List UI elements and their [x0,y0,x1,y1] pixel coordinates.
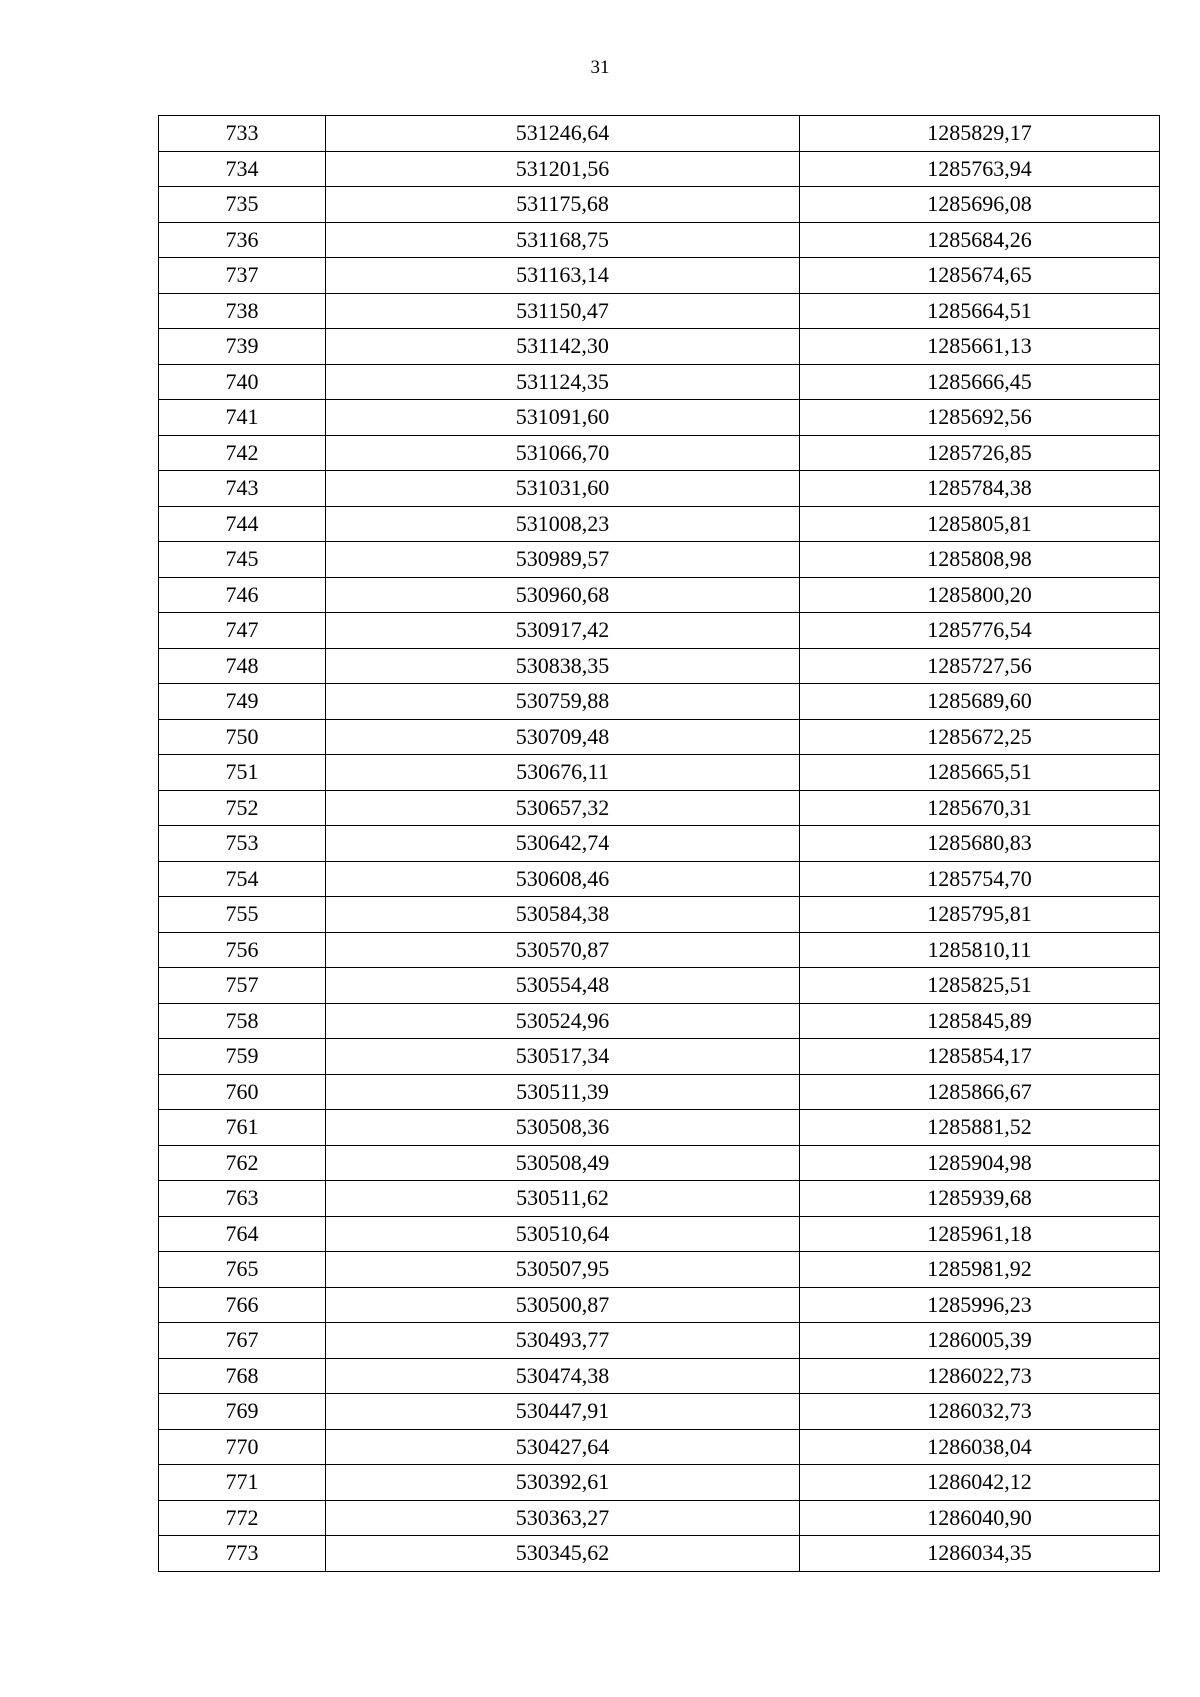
x-coordinate-cell: 530960,68 [326,577,800,613]
table-row [159,1039,1160,1075]
x-coordinate-cell: 530511,62 [326,1181,800,1217]
point-number-cell: 769 [159,1394,326,1430]
table-row [159,826,1160,862]
y-coordinate-cell: 1285866,67 [800,1074,1160,1110]
x-coordinate-cell: 530345,62 [326,1536,800,1572]
table-row [159,1287,1160,1323]
y-coordinate-cell: 1285672,25 [800,719,1160,755]
y-coordinate-cell: 1285904,98 [800,1145,1160,1181]
y-coordinate-cell: 1285684,26 [800,222,1160,258]
coordinates-table-body [159,116,1160,1572]
point-number-cell: 748 [159,648,326,684]
y-coordinate-cell: 1285808,98 [800,542,1160,578]
point-number-cell: 739 [159,329,326,365]
table-row [159,1216,1160,1252]
y-coordinate-cell: 1285692,56 [800,400,1160,436]
table-row [159,1003,1160,1039]
y-coordinate-cell: 1285939,68 [800,1181,1160,1217]
x-coordinate-cell: 530709,48 [326,719,800,755]
table-row [159,1500,1160,1536]
point-number-cell: 742 [159,435,326,471]
y-coordinate-cell: 1285763,94 [800,151,1160,187]
point-number-cell: 772 [159,1500,326,1536]
x-coordinate-cell: 530511,39 [326,1074,800,1110]
y-coordinate-cell: 1285670,31 [800,790,1160,826]
point-number-cell: 733 [159,116,326,152]
table-row [159,861,1160,897]
table-row [159,506,1160,542]
point-number-cell: 766 [159,1287,326,1323]
point-number-cell: 762 [159,1145,326,1181]
x-coordinate-cell: 530570,87 [326,932,800,968]
x-coordinate-cell: 531066,70 [326,435,800,471]
table-row [159,577,1160,613]
y-coordinate-cell: 1286034,35 [800,1536,1160,1572]
point-number-cell: 745 [159,542,326,578]
point-number-cell: 738 [159,293,326,329]
x-coordinate-cell: 530838,35 [326,648,800,684]
table-row [159,187,1160,223]
x-coordinate-cell: 531142,30 [326,329,800,365]
y-coordinate-cell: 1285664,51 [800,293,1160,329]
y-coordinate-cell: 1285674,65 [800,258,1160,294]
point-number-cell: 755 [159,897,326,933]
x-coordinate-cell: 530517,34 [326,1039,800,1075]
x-coordinate-cell: 530493,77 [326,1323,800,1359]
y-coordinate-cell: 1285727,56 [800,648,1160,684]
x-coordinate-cell: 530657,32 [326,790,800,826]
x-coordinate-cell: 530676,11 [326,755,800,791]
x-coordinate-cell: 530500,87 [326,1287,800,1323]
y-coordinate-cell: 1286042,12 [800,1465,1160,1501]
point-number-cell: 771 [159,1465,326,1501]
point-number-cell: 758 [159,1003,326,1039]
point-number-cell: 757 [159,968,326,1004]
point-number-cell: 759 [159,1039,326,1075]
table-row [159,1252,1160,1288]
x-coordinate-cell: 530642,74 [326,826,800,862]
x-coordinate-cell: 531150,47 [326,293,800,329]
page-number: 31 [590,57,610,78]
point-number-cell: 763 [159,1181,326,1217]
y-coordinate-cell: 1285665,51 [800,755,1160,791]
y-coordinate-cell: 1285845,89 [800,1003,1160,1039]
y-coordinate-cell: 1285881,52 [800,1110,1160,1146]
point-number-cell: 744 [159,506,326,542]
y-coordinate-cell: 1286022,73 [800,1358,1160,1394]
x-coordinate-cell: 531031,60 [326,471,800,507]
table-row [159,1323,1160,1359]
y-coordinate-cell: 1285805,81 [800,506,1160,542]
table-row [159,435,1160,471]
x-coordinate-cell: 530474,38 [326,1358,800,1394]
y-coordinate-cell: 1285981,92 [800,1252,1160,1288]
point-number-cell: 735 [159,187,326,223]
coordinates-table [158,115,1160,1572]
x-coordinate-cell: 530608,46 [326,861,800,897]
y-coordinate-cell: 1285825,51 [800,968,1160,1004]
table-row [159,1181,1160,1217]
point-number-cell: 767 [159,1323,326,1359]
x-coordinate-cell: 530507,95 [326,1252,800,1288]
point-number-cell: 734 [159,151,326,187]
table-row [159,932,1160,968]
x-coordinate-cell: 530917,42 [326,613,800,649]
table-row [159,755,1160,791]
x-coordinate-cell: 530554,48 [326,968,800,1004]
table-row [159,897,1160,933]
table-row [159,719,1160,755]
point-number-cell: 761 [159,1110,326,1146]
table-row [159,329,1160,365]
table-row [159,613,1160,649]
table-row [159,471,1160,507]
point-number-cell: 754 [159,861,326,897]
point-number-cell: 740 [159,364,326,400]
table-row [159,968,1160,1004]
y-coordinate-cell: 1286038,04 [800,1429,1160,1465]
point-number-cell: 764 [159,1216,326,1252]
table-row [159,293,1160,329]
point-number-cell: 743 [159,471,326,507]
y-coordinate-cell: 1285726,85 [800,435,1160,471]
point-number-cell: 756 [159,932,326,968]
table-row [159,400,1160,436]
y-coordinate-cell: 1285754,70 [800,861,1160,897]
x-coordinate-cell: 531201,56 [326,151,800,187]
y-coordinate-cell: 1285776,54 [800,613,1160,649]
y-coordinate-cell: 1285810,11 [800,932,1160,968]
x-coordinate-cell: 531246,64 [326,116,800,152]
point-number-cell: 760 [159,1074,326,1110]
table-row [159,684,1160,720]
y-coordinate-cell: 1285680,83 [800,826,1160,862]
x-coordinate-cell: 531124,35 [326,364,800,400]
x-coordinate-cell: 530524,96 [326,1003,800,1039]
table-row [159,648,1160,684]
table-row [159,151,1160,187]
y-coordinate-cell: 1285696,08 [800,187,1160,223]
table-row [159,790,1160,826]
x-coordinate-cell: 531168,75 [326,222,800,258]
x-coordinate-cell: 530363,27 [326,1500,800,1536]
y-coordinate-cell: 1285800,20 [800,577,1160,613]
y-coordinate-cell: 1285961,18 [800,1216,1160,1252]
x-coordinate-cell: 530759,88 [326,684,800,720]
point-number-cell: 751 [159,755,326,791]
point-number-cell: 765 [159,1252,326,1288]
point-number-cell: 749 [159,684,326,720]
point-number-cell: 773 [159,1536,326,1572]
x-coordinate-cell: 530427,64 [326,1429,800,1465]
y-coordinate-cell: 1285661,13 [800,329,1160,365]
point-number-cell: 747 [159,613,326,649]
point-number-cell: 750 [159,719,326,755]
point-number-cell: 746 [159,577,326,613]
y-coordinate-cell: 1285689,60 [800,684,1160,720]
table-row [159,1358,1160,1394]
y-coordinate-cell: 1285666,45 [800,364,1160,400]
table-row [159,1536,1160,1572]
table-row [159,1394,1160,1430]
y-coordinate-cell: 1285784,38 [800,471,1160,507]
table-row [159,1465,1160,1501]
x-coordinate-cell: 530508,49 [326,1145,800,1181]
table-row [159,1074,1160,1110]
table-row [159,258,1160,294]
x-coordinate-cell: 530989,57 [326,542,800,578]
y-coordinate-cell: 1286032,73 [800,1394,1160,1430]
point-number-cell: 753 [159,826,326,862]
y-coordinate-cell: 1286040,90 [800,1500,1160,1536]
point-number-cell: 752 [159,790,326,826]
table-row [159,1110,1160,1146]
point-number-cell: 768 [159,1358,326,1394]
table-row [159,364,1160,400]
y-coordinate-cell: 1285795,81 [800,897,1160,933]
x-coordinate-cell: 531008,23 [326,506,800,542]
table-row [159,116,1160,152]
point-number-cell: 736 [159,222,326,258]
point-number-cell: 737 [159,258,326,294]
table-row [159,1429,1160,1465]
x-coordinate-cell: 530510,64 [326,1216,800,1252]
x-coordinate-cell: 531175,68 [326,187,800,223]
x-coordinate-cell: 530392,61 [326,1465,800,1501]
y-coordinate-cell: 1285829,17 [800,116,1160,152]
x-coordinate-cell: 530508,36 [326,1110,800,1146]
x-coordinate-cell: 531163,14 [326,258,800,294]
y-coordinate-cell: 1285854,17 [800,1039,1160,1075]
y-coordinate-cell: 1285996,23 [800,1287,1160,1323]
y-coordinate-cell: 1286005,39 [800,1323,1160,1359]
table-row [159,1145,1160,1181]
point-number-cell: 741 [159,400,326,436]
x-coordinate-cell: 531091,60 [326,400,800,436]
table-row [159,222,1160,258]
point-number-cell: 770 [159,1429,326,1465]
table-row [159,542,1160,578]
x-coordinate-cell: 530584,38 [326,897,800,933]
x-coordinate-cell: 530447,91 [326,1394,800,1430]
